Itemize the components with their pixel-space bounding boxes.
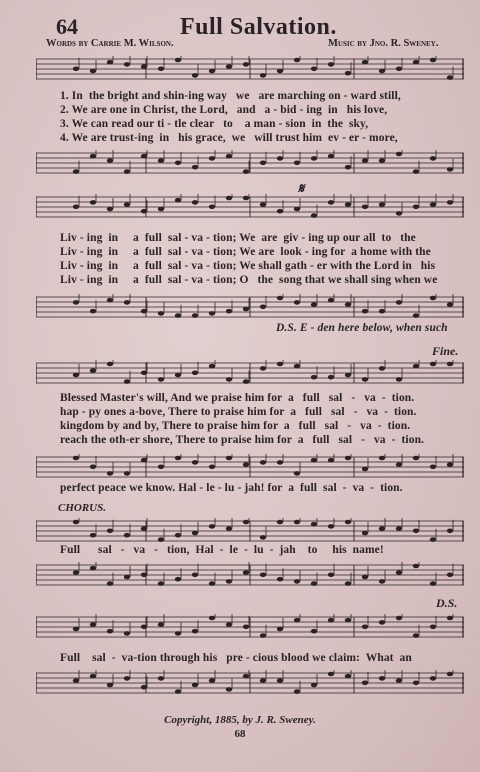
note-head (277, 296, 283, 301)
bass-staff (36, 150, 464, 176)
note-head (379, 202, 385, 207)
note-head (311, 683, 317, 688)
note-head (362, 467, 368, 472)
note-head (141, 64, 147, 69)
bass-staff (36, 454, 464, 480)
lyric-line: Full sal - va - tion, Hal - le - lu - jah to his name! (60, 544, 384, 556)
note-head (73, 300, 79, 305)
note-head (413, 60, 419, 65)
note-head (73, 169, 79, 174)
note-head (413, 529, 419, 534)
note-head (107, 629, 113, 634)
note-head (413, 313, 419, 318)
note-head (396, 678, 402, 683)
note-head (158, 67, 164, 72)
note-head (260, 535, 266, 540)
note-head (107, 471, 113, 476)
lyric-line: Liv - ing in a full sal - va - tion; We are look - ing for a home with the (60, 246, 431, 258)
note-head (141, 309, 147, 314)
lyric-line: 1. In the bright and shin-ing way we are marching on - ward still, (60, 90, 401, 102)
note-head (345, 618, 351, 623)
note-head (362, 625, 368, 630)
note-head (345, 202, 351, 207)
hymn-number: 64 (56, 14, 78, 39)
note-head (141, 685, 147, 690)
note-head (311, 522, 317, 527)
page-number: 68 (234, 728, 246, 740)
note-head (260, 202, 266, 207)
note-head (107, 581, 113, 586)
note-head (243, 674, 249, 679)
note-head (362, 309, 368, 314)
staff-lines (36, 454, 464, 480)
note-head (379, 579, 385, 584)
note-head (260, 678, 266, 683)
note-head (73, 627, 79, 632)
note-head (107, 207, 113, 212)
note-head (311, 67, 317, 72)
note-head (158, 377, 164, 382)
note-head (226, 309, 232, 314)
note-head (396, 526, 402, 531)
note-head (396, 67, 402, 72)
note-head (294, 520, 300, 525)
note-head (90, 69, 96, 74)
bass-staff (36, 562, 464, 588)
note-head (124, 62, 130, 67)
note-head (175, 533, 181, 538)
note-head (447, 75, 453, 80)
note-head (430, 296, 436, 301)
note-head (447, 462, 453, 467)
note-head (430, 676, 436, 681)
note-head (277, 520, 283, 525)
note-head (277, 627, 283, 632)
note-head (430, 156, 436, 161)
note-head (260, 73, 266, 78)
words-credit: Words by Carrie M. Wilson. (46, 38, 174, 49)
note-head (447, 529, 453, 534)
note-head (260, 366, 266, 371)
note-head (260, 460, 266, 465)
note-head (447, 302, 453, 307)
note-head (192, 460, 198, 465)
note-head (175, 161, 181, 166)
note-head (396, 616, 402, 621)
note-head (328, 62, 334, 67)
note-head (396, 211, 402, 216)
note-head (277, 156, 283, 161)
note-head (294, 161, 300, 166)
ds-mark: D.S. (436, 596, 458, 610)
note-head (175, 373, 181, 378)
music-system-3 (36, 344, 464, 498)
note-head (311, 213, 317, 218)
note-head (192, 165, 198, 170)
note-head (311, 581, 317, 586)
note-head (192, 313, 198, 318)
lyric-line: Blessed Master's will, And we praise him for a full sal - va - tion. (60, 392, 415, 404)
note-head (73, 570, 79, 575)
note-head (243, 462, 249, 467)
note-head (277, 678, 283, 683)
note-head (175, 198, 181, 203)
note-head (345, 520, 351, 525)
note-head (294, 58, 300, 63)
note-head (107, 362, 113, 367)
note-head (226, 687, 232, 692)
note-head (362, 531, 368, 536)
note-head (311, 156, 317, 161)
note-head (141, 526, 147, 531)
note-head (430, 58, 436, 63)
note-head (192, 371, 198, 376)
note-head (209, 311, 215, 316)
note-head (243, 379, 249, 384)
note-head (90, 154, 96, 159)
note-head (243, 520, 249, 525)
music-system-4 (36, 504, 464, 614)
note-head (362, 377, 368, 382)
staff-lines (36, 670, 464, 696)
note-head (328, 458, 334, 463)
note-head (379, 676, 385, 681)
note-head (175, 313, 181, 318)
note-head (124, 676, 130, 681)
note-head (90, 309, 96, 314)
note-head (243, 169, 249, 174)
note-head (107, 529, 113, 534)
lyric-line: reach the oth-er shore, There to praise him for a full sal - va - tion. (60, 434, 425, 446)
note-head (124, 575, 130, 580)
music-system-2 (36, 182, 464, 340)
note-head (311, 629, 317, 634)
lyric-line: Full sal - va-tion through his pre - cious blood we claim: What an (60, 652, 412, 664)
note-head (362, 575, 368, 580)
note-head (413, 364, 419, 369)
note-head (328, 672, 334, 677)
note-head (328, 298, 334, 303)
note-head (379, 309, 385, 314)
note-head (209, 205, 215, 210)
note-head (226, 456, 232, 461)
note-head (158, 676, 164, 681)
note-head (90, 533, 96, 538)
chorus-mark: CHORUS. (58, 502, 106, 514)
note-head (175, 456, 181, 461)
note-head (90, 465, 96, 470)
note-head (413, 564, 419, 569)
note-head (141, 625, 147, 630)
note-head (328, 524, 334, 529)
note-head (209, 678, 215, 683)
note-head (243, 625, 249, 630)
note-head (260, 305, 266, 310)
note-head (158, 537, 164, 542)
staff-lines (36, 56, 464, 82)
note-head (396, 570, 402, 575)
note-head (141, 209, 147, 214)
note-head (396, 300, 402, 305)
hymn-title: Full Salvation. (180, 14, 337, 40)
note-head (345, 302, 351, 307)
note-head (192, 573, 198, 578)
note-head (362, 681, 368, 686)
note-head (73, 67, 79, 72)
note-head (209, 156, 215, 161)
note-head (158, 581, 164, 586)
note-head (124, 631, 130, 636)
note-head (124, 202, 130, 207)
note-head (379, 366, 385, 371)
note-head (175, 689, 181, 694)
note-head (124, 471, 130, 476)
note-head (345, 165, 351, 170)
note-head (447, 672, 453, 677)
note-head (192, 531, 198, 536)
lyric-line: 2. We are one in Christ, the Lord, and a - bid - ing in his love, (60, 104, 388, 116)
note-head (379, 158, 385, 163)
treble-staff (36, 614, 464, 640)
note-head (124, 379, 130, 384)
hymn-header (0, 14, 480, 54)
note-head (90, 200, 96, 205)
treble-staff (36, 56, 464, 82)
note-head (243, 196, 249, 201)
note-head (260, 633, 266, 638)
note-head (311, 375, 317, 380)
note-head (141, 371, 147, 376)
note-head (209, 465, 215, 470)
note-head (294, 579, 300, 584)
note-head (345, 71, 351, 76)
note-head (328, 200, 334, 205)
note-head (260, 573, 266, 578)
note-head (396, 377, 402, 382)
lyric-line: kingdom by and by, There to praise him for a full sal - va - tion. (60, 420, 411, 432)
note-head (90, 674, 96, 679)
copyright-line: Copyright, 1885, by J. R. Sweney. (164, 714, 316, 726)
note-head (345, 581, 351, 586)
note-head (430, 581, 436, 586)
treble-staff (36, 360, 464, 386)
note-head (447, 200, 453, 205)
note-head (277, 209, 283, 214)
note-head (192, 200, 198, 205)
note-head (379, 620, 385, 625)
note-head (226, 526, 232, 531)
note-head (158, 158, 164, 163)
note-head (226, 196, 232, 201)
note-head (294, 364, 300, 369)
staff-lines (36, 614, 464, 640)
note-head (413, 456, 419, 461)
note-head (107, 683, 113, 688)
note-head (413, 633, 419, 638)
note-head (328, 375, 334, 380)
note-head (209, 616, 215, 621)
lyric-line: 4. We are trust-ing in his grace, we will trust him ev - er - more, (60, 132, 398, 144)
note-head (243, 570, 249, 575)
treble-staff (36, 518, 464, 544)
note-head (243, 307, 249, 312)
note-head (158, 311, 164, 316)
note-head (141, 154, 147, 159)
note-head (379, 526, 385, 531)
note-head (277, 362, 283, 367)
note-head (73, 456, 79, 461)
bass-staff (36, 294, 464, 320)
treble-staff (36, 194, 464, 220)
note-head (260, 161, 266, 166)
note-head (430, 362, 436, 367)
segno-mark: 𝄋 (298, 182, 305, 197)
note-head (158, 465, 164, 470)
staff-lines (36, 294, 464, 320)
note-head (430, 537, 436, 542)
note-head (379, 69, 385, 74)
lyric-line: Liv - ing in a full sal - va - tion; We shall gath - er with the Lord in his (60, 260, 436, 272)
note-head (209, 364, 215, 369)
lyric-line: 3. We can read our ti - tle clear to a man - sion in the sky, (60, 118, 369, 130)
note-head (226, 377, 232, 382)
note-head (345, 456, 351, 461)
note-head (277, 577, 283, 582)
staff-lines (36, 194, 464, 220)
note-head (107, 60, 113, 65)
note-head (124, 300, 130, 305)
note-head (430, 202, 436, 207)
note-head (311, 458, 317, 463)
note-head (107, 298, 113, 303)
note-head (447, 362, 453, 367)
note-head (90, 368, 96, 373)
note-head (73, 205, 79, 210)
note-head (90, 566, 96, 571)
note-head (175, 58, 181, 63)
note-head (277, 460, 283, 465)
note-head (294, 618, 300, 623)
note-head (124, 169, 130, 174)
note-head (192, 73, 198, 78)
note-head (294, 207, 300, 212)
note-head (362, 205, 368, 210)
note-head (209, 524, 215, 529)
note-head (447, 616, 453, 621)
note-head (226, 579, 232, 584)
note-head (192, 683, 198, 688)
note-head (413, 681, 419, 686)
note-head (124, 533, 130, 538)
ds-lyric-line: D.S. E - den here below, when such (276, 322, 448, 334)
bass-staff (36, 670, 464, 696)
note-head (209, 581, 215, 586)
lyric-line: hap - py ones a-bove, There to praise him for a full sal - va - tion. (60, 406, 417, 418)
lyric-line: Liv - ing in a full sal - va - tion; We are giv - ing up our all to the (60, 232, 416, 244)
note-head (209, 69, 215, 74)
note-head (141, 458, 147, 463)
note-head (447, 167, 453, 172)
note-head (243, 62, 249, 67)
note-head (362, 158, 368, 163)
note-head (294, 689, 300, 694)
note-head (430, 465, 436, 470)
staff-lines (36, 518, 464, 544)
note-head (90, 622, 96, 627)
note-head (192, 629, 198, 634)
note-head (294, 471, 300, 476)
note-head (158, 207, 164, 212)
note-head (396, 462, 402, 467)
note-head (345, 373, 351, 378)
note-head (379, 456, 385, 461)
music-system-5 (36, 596, 464, 710)
lyric-line: Liv - ing in a full sal - va - tion; O the song that we shall sing when we (60, 274, 438, 286)
note-head (73, 678, 79, 683)
fine-mark: Fine. (432, 344, 459, 358)
note-head (158, 622, 164, 627)
staff-lines (36, 562, 464, 588)
lyric-line: perfect peace we know. Hal - le - lu - jah! for a full sal - va - tion. (60, 482, 403, 494)
note-head (396, 152, 402, 157)
note-head (226, 64, 232, 69)
note-head (413, 169, 419, 174)
staff-lines (36, 150, 464, 176)
note-head (345, 674, 351, 679)
note-head (311, 302, 317, 307)
note-head (447, 573, 453, 578)
note-head (328, 618, 334, 623)
note-head (73, 373, 79, 378)
music-system-1 (36, 52, 464, 182)
note-head (175, 631, 181, 636)
note-head (294, 300, 300, 305)
note-head (277, 69, 283, 74)
note-head (362, 60, 368, 65)
note-head (141, 573, 147, 578)
staff-lines (36, 360, 464, 386)
note-head (175, 577, 181, 582)
note-head (73, 520, 79, 525)
music-credit: Music by Jno. R. Sweney. (328, 38, 439, 49)
note-head (226, 622, 232, 627)
note-head (226, 154, 232, 159)
note-head (328, 154, 334, 159)
note-head (430, 625, 436, 630)
note-head (107, 158, 113, 163)
note-head (328, 573, 334, 578)
note-head (413, 205, 419, 210)
